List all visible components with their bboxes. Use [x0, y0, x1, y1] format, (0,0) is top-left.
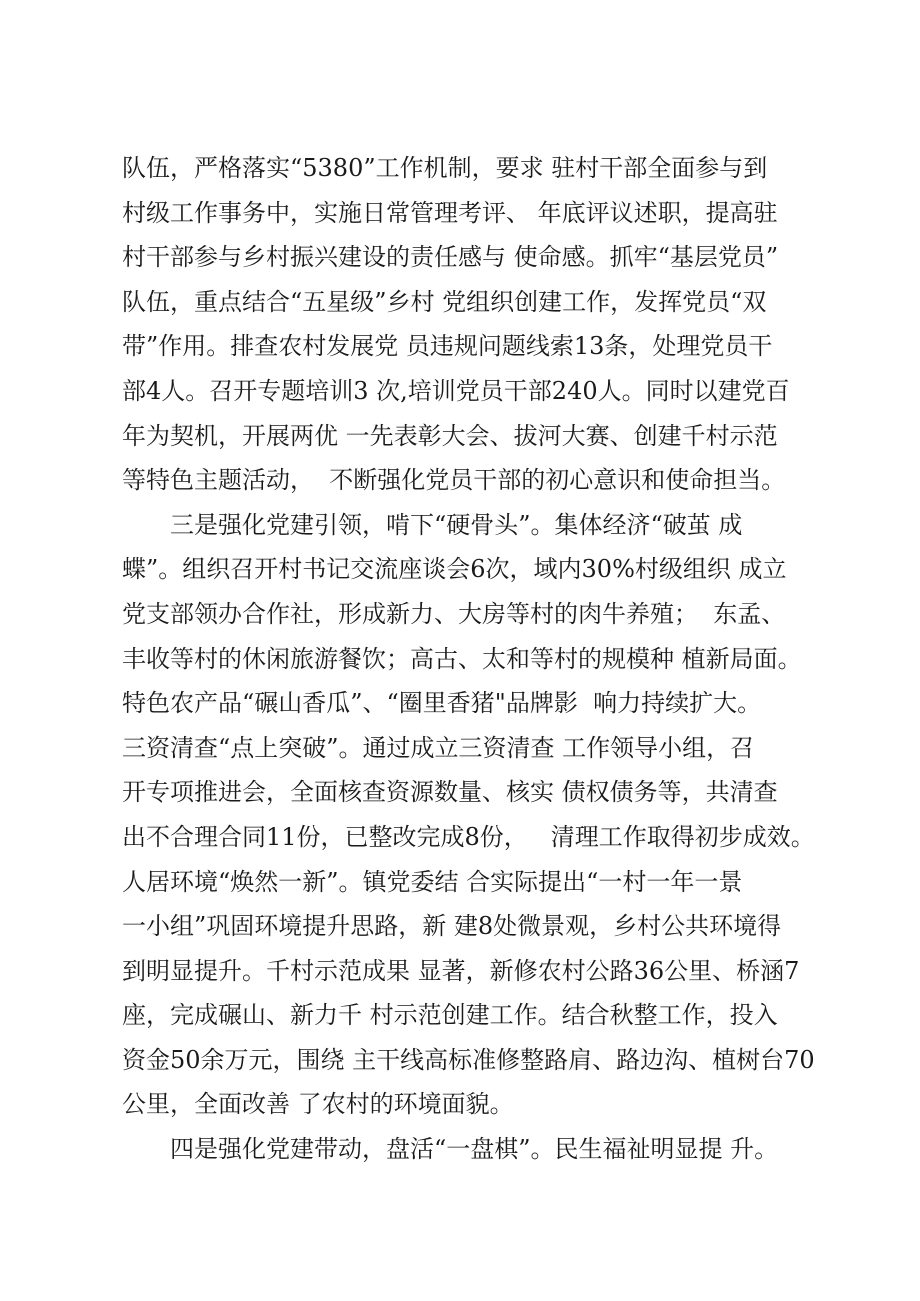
text-line: 党支部领办合作社，形成新力、大房等村的肉牛养殖； 东孟、 — [122, 599, 786, 628]
paragraph-start-line: 三是强化党建引领，啃下“硬骨头”。集体经济“破茧 成 — [170, 510, 743, 539]
body-text — [122, 146, 822, 1172]
text-line: 等特色主题活动， 不断强化党员干部的初心意识和使命担当。 — [122, 466, 786, 495]
text-line: 一小组”巩固环境提升思路，新 建8处微景观，乡村公共环境得 — [122, 912, 782, 941]
text-line: 到明显提升。千村示范成果 显著，新修农村公路36公里、桥涵7 — [122, 956, 800, 985]
text-line: 丰收等村的休闲旅游餐饮；高古、太和等村的规模种 植新局面。 — [122, 644, 802, 673]
text-line: 座，完成碾山、新力千 村示范创建工作。结合秋整工作，投入 — [122, 1001, 778, 1030]
text-line: 蝶”。组织召开村书记交流座谈会6次，域内30%村级组织 成立 — [122, 555, 787, 584]
text-line: 资金50余万元，围绕 主干线高标准修整路肩、路边沟、植树台70 — [122, 1045, 815, 1074]
text-line: 开专项推进会，全面核查资源数量、核实 债权债务等，共清查 — [122, 778, 778, 807]
text-line: 队伍，严格落实“5380”工作机制，要求 驻村干部全面参与到 — [122, 154, 768, 182]
text-line: 公里，全面改善 了农村的环境面貌。 — [122, 1090, 514, 1119]
text-line: 人居环境“焕然一新”。镇党委结 合实际提出“一村一年一景 — [122, 867, 743, 896]
text-line: 三资清查“点上突破”。通过成立三资清查 工作领导小组，召 — [122, 733, 755, 762]
paragraph-start-line: 四是强化党建带动，盘活“一盘棋”。民生福祉明显提 升。 — [170, 1135, 779, 1164]
text-line: 带”作用。排查农村发展党 员违规问题线索13条，处理党员干 — [122, 332, 773, 361]
text-line: 村干部参与乡村振兴建设的责任感与 使命感。抓牢“基层党员” — [122, 243, 779, 272]
text-line: 出不合理合同11份，已整改完成8份， 清理工作取得初步成效。 — [122, 822, 815, 851]
text-line: 部4人。召开专题培训3 次,培训党员干部240人。同时以建党百 — [122, 376, 790, 405]
text-line: 队伍，重点结合“五星级”乡村 党组织创建工作，发挥党员“双 — [122, 287, 767, 316]
text-line: 特色农产品“碾山香瓜”、“圈里香猪"品牌影 响力持续扩大。 — [122, 689, 762, 718]
text-line: 村级工作事务中，实施日常管理考评、 年底评议述职，提高驻 — [122, 198, 778, 227]
text-line: 年为契机，开展两优 一先表彰大会、拔河大赛、创建千村示范 — [122, 421, 778, 450]
